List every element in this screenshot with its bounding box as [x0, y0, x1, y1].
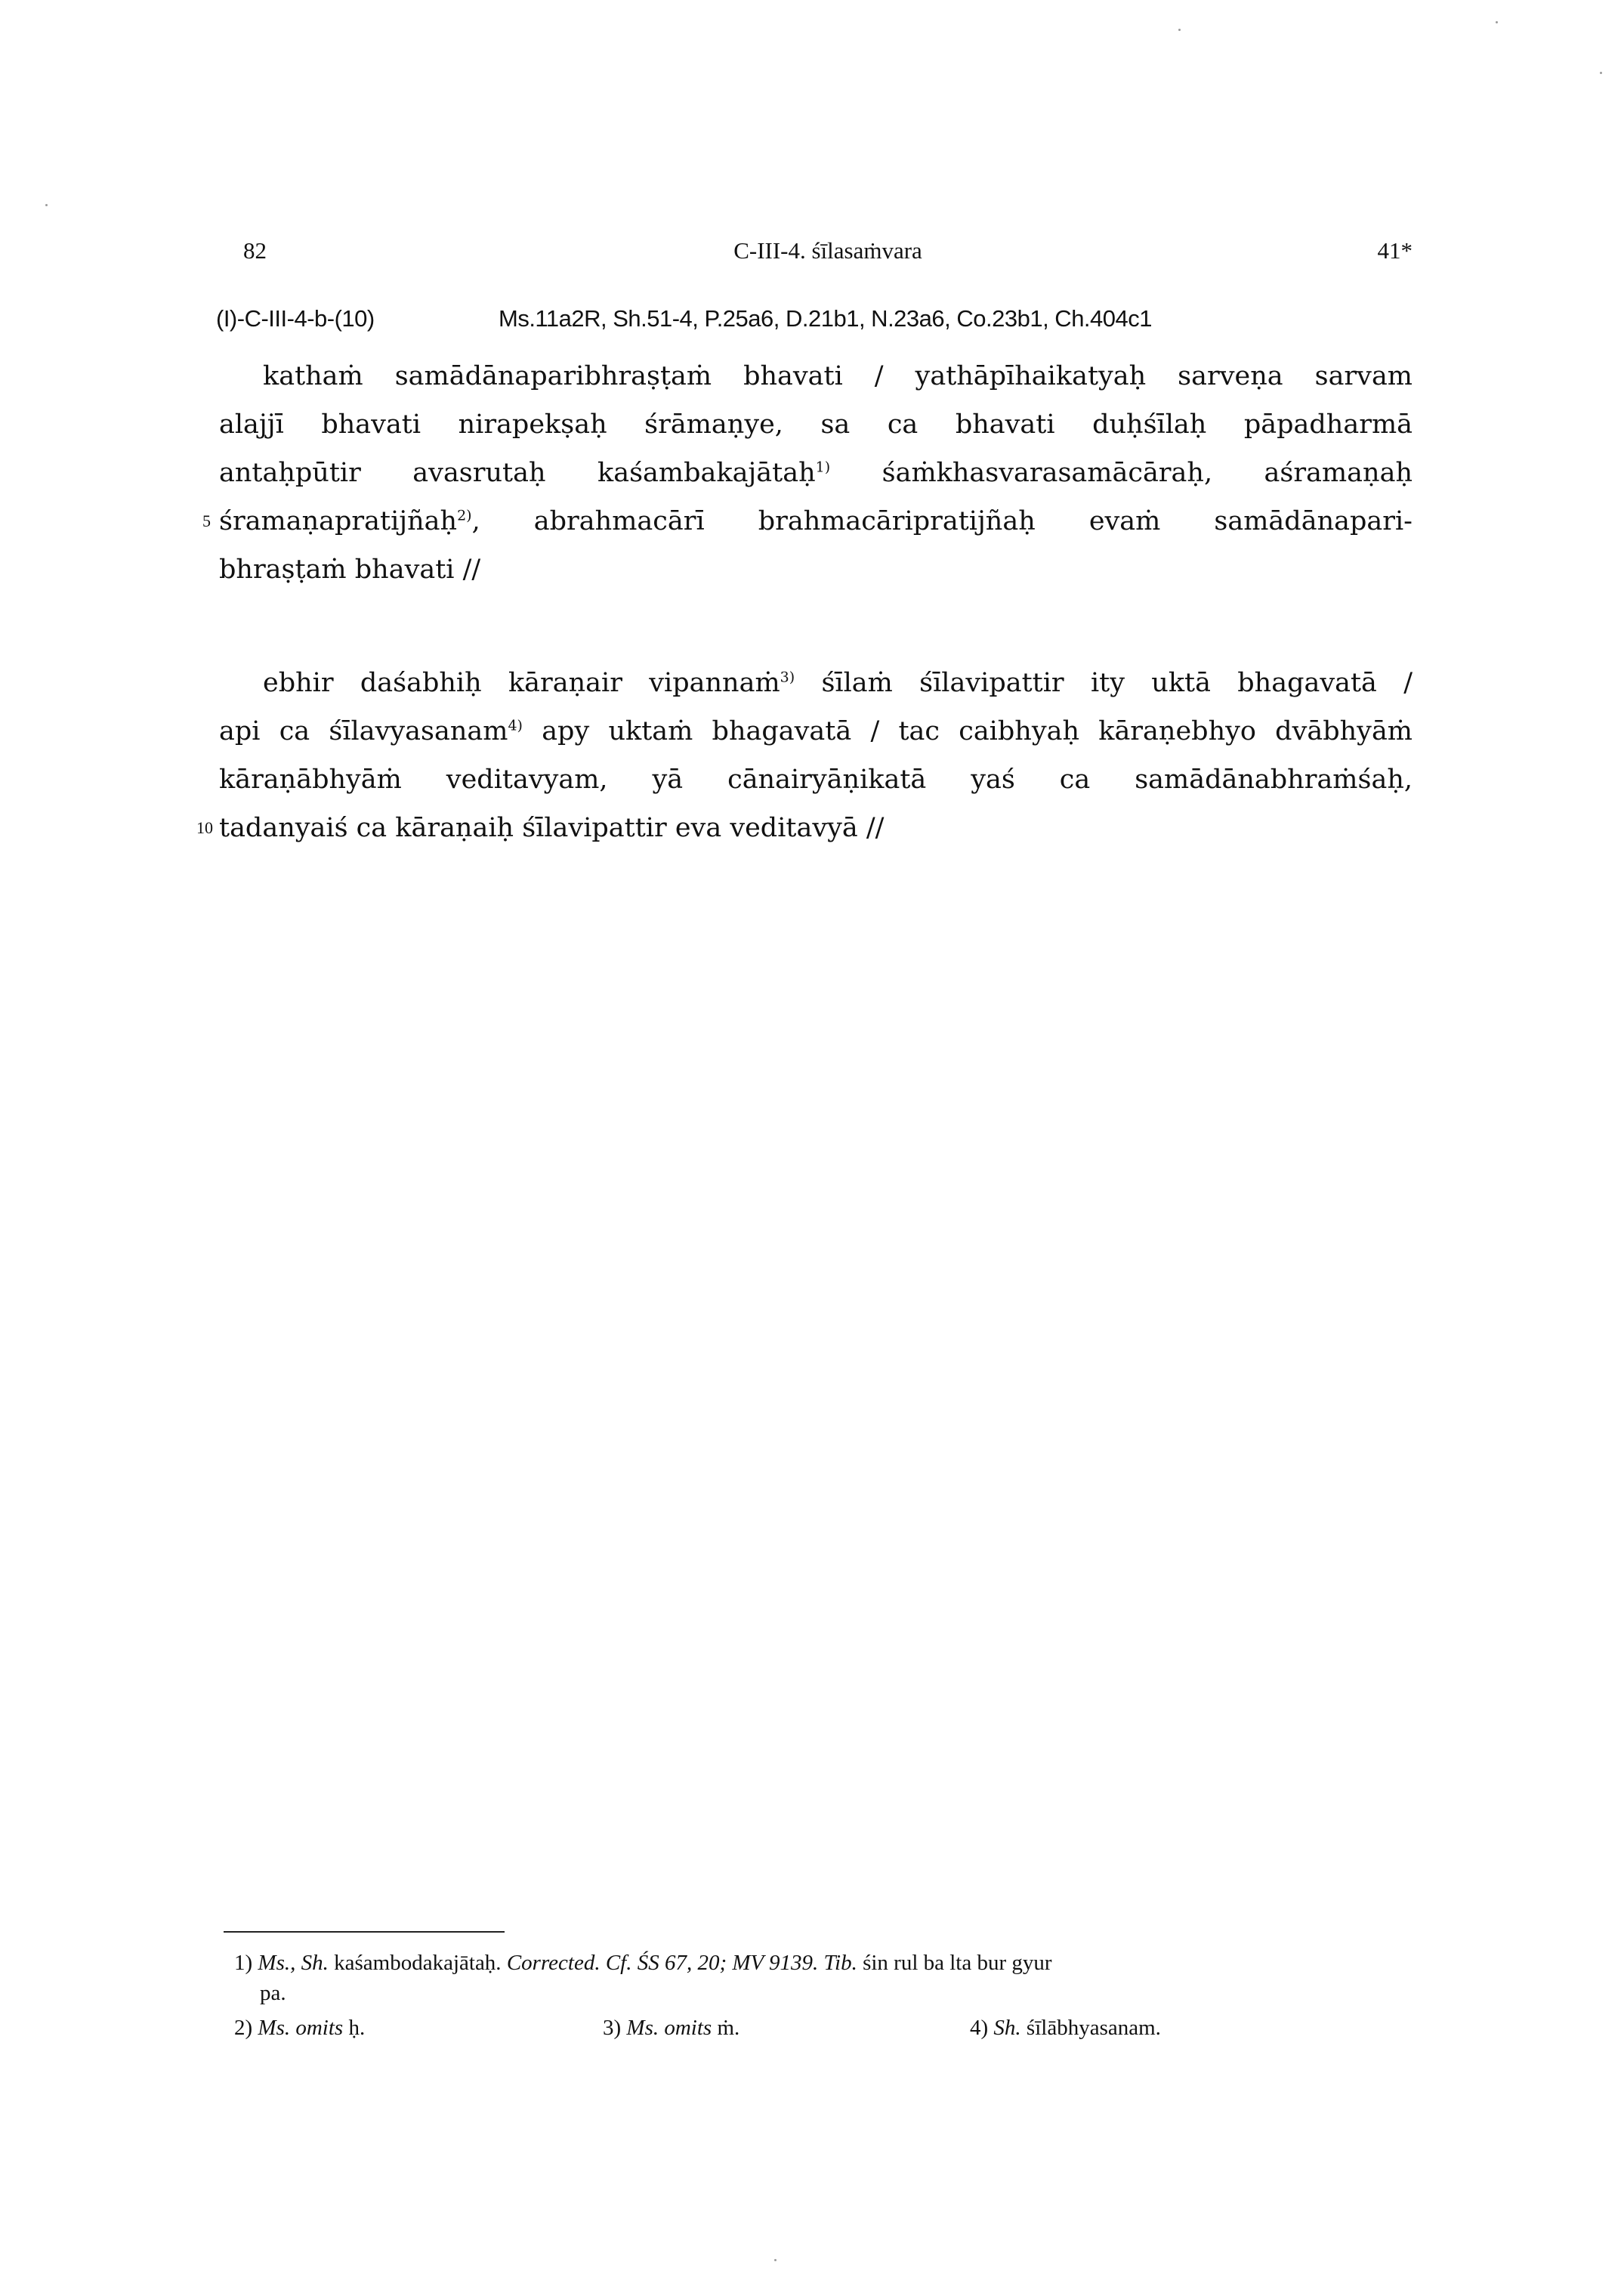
text-line [219, 545, 1413, 594]
running-head [243, 237, 1413, 267]
text-line [219, 449, 1413, 497]
footnote-row [234, 2013, 1413, 2046]
line-text-post: śaṁkhasvarasamācāraḥ, aśramaṇaḥ [830, 458, 1413, 488]
line-text-pre: api ca śīlavyasanam [219, 716, 508, 746]
scan-speck [1496, 21, 1498, 23]
line-text-post: , abrahmacārī brahmacāripratijñaḥ evaṁ samādānapari- [471, 506, 1413, 536]
footnote-source: Ms. omits [258, 2016, 344, 2040]
line-text: kathaṁ samādānaparibhraṣṭaṁ bhavati / yathāpīhaikatyaḥ sarveṇa sarvam [263, 361, 1413, 391]
footnote-tibetan: śin rul ba lta bur gyur [857, 1951, 1052, 1975]
footnote-3 [603, 2013, 739, 2043]
text-line [219, 659, 1413, 707]
line-text [219, 659, 1413, 707]
footnote-reading: ḥ. [343, 2016, 366, 2040]
scan-speck [45, 204, 48, 206]
text-line [202, 497, 1413, 545]
scan-speck [1178, 29, 1181, 31]
line-text: bhraṣṭaṁ bhavati // [219, 555, 481, 585]
line-number: 10 [196, 818, 213, 837]
footnote-number: 1) [234, 1951, 258, 1975]
footnote-marker: 4) [508, 717, 523, 734]
footnote-2 [234, 2013, 365, 2043]
scan-speck [774, 2259, 776, 2261]
footnote-marker: 1) [815, 459, 831, 476]
footnote-correction: Corrected. Cf. ŚS 67, 20; MV 9139. Tib. [506, 1951, 857, 1975]
running-title: C-III-4. śīlasaṁvara [733, 237, 922, 264]
footnote-reading: śīlābhyasanam. [1020, 2016, 1161, 2040]
paragraph-1 [202, 352, 1413, 594]
footnote-4 [970, 2013, 1161, 2043]
text-line [219, 400, 1413, 449]
footnote-reading: kaśambodakajātaḥ. [328, 1951, 507, 1975]
leaf-number: 41* [1377, 237, 1413, 264]
text-line [219, 756, 1413, 804]
footnote-rule [224, 1931, 505, 1933]
line-text-pre: antaḥpūtir avasrutaḥ kaśambakajātaḥ [219, 458, 816, 488]
footnote-1-continued: pa. [260, 1981, 286, 2005]
footnote-number: 4) [970, 2016, 994, 2040]
footnote-number: 2) [234, 2016, 258, 2040]
footnotes [234, 1948, 1413, 2046]
footnote-marker: 3) [780, 669, 795, 686]
footnote-source: Ms. omits [626, 2016, 712, 2040]
line-text: tadanyaiś ca kāraṇaiḥ śīlavipattir eva veditavyā // [219, 813, 885, 843]
text-line [196, 804, 1413, 852]
footnote-source: Sh. [993, 2016, 1021, 2040]
line-text [219, 707, 1413, 756]
scan-speck [1600, 72, 1602, 74]
footnote-reading: ṁ. [712, 2016, 740, 2040]
footnote-1 [234, 1948, 1413, 1978]
line-text: kāraṇābhyāṁ veditavyam, yā cānairyāṇikatā yaś ca samādānabhraṁśaḥ, [219, 765, 1413, 795]
line-text: alajjī bhavati nirapekṣaḥ śrāmaṇye, sa ca bhavati duḥśīlaḥ pāpadharmā [219, 409, 1413, 440]
page-number: 82 [243, 237, 267, 264]
text-line [219, 352, 1413, 400]
footnote-number: 3) [603, 2016, 627, 2040]
line-text-post: apy uktaṁ bhagavatā / tac caibhyaḥ kāraṇebhyo dvābhyāṁ [522, 716, 1413, 746]
text-line [219, 707, 1413, 756]
footnote-source: Ms., Sh. [258, 1951, 329, 1975]
line-text-post: śīlaṁ śīlavipattir ity uktā bhagavatā / [795, 668, 1413, 698]
manuscript-sigla: Ms.11a2R, Sh.51-4, P.25a6, D.21b1, N.23a6, Co.23b1, Ch.404c1 [499, 305, 1153, 332]
line-text-pre: śramaṇapratijñaḥ [219, 506, 458, 536]
section-id: (I)-C-III-4-b-(10) [216, 305, 375, 332]
line-text [219, 449, 1413, 497]
line-text-pre: ebhir daśabhiḥ kāraṇair vipannaṁ [263, 668, 780, 698]
paragraph-2 [196, 659, 1413, 852]
footnote-marker: 2) [457, 507, 472, 524]
line-number: 5 [202, 511, 211, 530]
line-text [219, 497, 1413, 545]
